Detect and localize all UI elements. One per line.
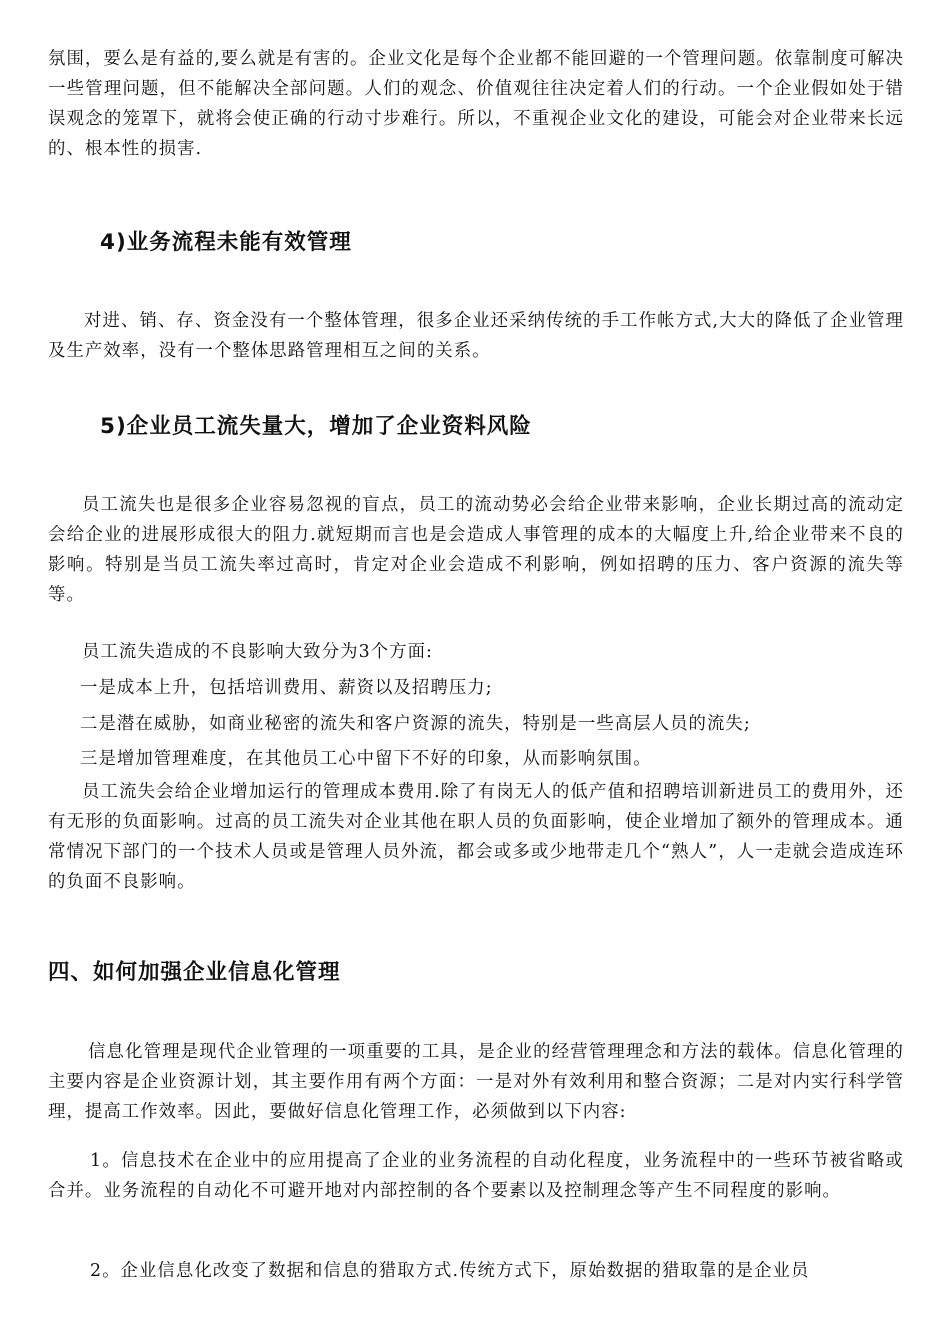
intro-paragraph: 氛围，要么是有益的,要么就是有害的。企业文化是每个企业都不能回避的一个管理问题。依靠制度可解决一些管理问题，但不能解决全部问题。人们的观念、价值观往往决定着人们的行动。一个企业假如处于错误观念的笼罩下，就将会使正确的行动寸步难行。所以，不重视企业文化的建设，可能会对企业带来长远的、根本性的损害.: [48, 49, 904, 159]
section-heading-informatization: 四、如何加强企业信息化管理: [48, 960, 341, 985]
list-item-management-difficulty: 三是增加管理难度，在其他员工心中留下不好的印象，从而影响氛围。: [80, 749, 652, 769]
list-item-cost-rise: 一是成本上升，包括培训费用、薪资以及招聘压力;: [80, 678, 493, 698]
heading-staff-turnover: 5)企业员工流失量大，增加了企业资料风险: [100, 414, 532, 439]
numbered-point-2: 2。企业信息化改变了数据和信息的猎取方式.传统方式下，原始数据的猎取靠的是企业员: [90, 1261, 810, 1281]
numbered-point-1: 1。信息技术在企业中的应用提高了企业的业务流程的自动化程度，业务流程中的一些环节被省略或合并。业务流程的自动化不可避开地对内部控制的各个要素以及控制理念等产生不同程度的影响。: [48, 1151, 904, 1201]
list-item-potential-threat: 二是潜在威胁，如商业秘密的流失和客户资源的流失，特别是一些高层人员的流失;: [80, 714, 751, 734]
heading-business-process: 4)业务流程未能有效管理: [100, 230, 352, 255]
paragraph-staff-turnover-intro: 员工流失也是很多企业容易忽视的盲点，员工的流动势必会给企业带来影响，企业长期过高的流动定会给企业的进展形成很大的阻力.就短期而言也是会造成人事管理的成本的大幅度上升,给企业带来不良的影响。特别是当员工流失率过高时，肯定对企业会造成不利影响，例如招聘的压力、客户资源的流失等等。: [48, 495, 904, 605]
paragraph-turnover-aspects: 员工流失造成的不良影响大致分为3个方面:: [82, 642, 433, 662]
paragraph-business-process: 对进、销、存、资金没有一个整体管理，很多企业还采纳传统的手工作帐方式,大大的降低了企业管理及生产效率，没有一个整体思路管理相互之间的关系。: [48, 311, 904, 361]
paragraph-informatization-intro: 信息化管理是现代企业管理的一项重要的工具，是企业的经营管理理念和方法的载体。信息化管理的主要内容是企业资源计划，其主要作用有两个方面：一是对外有效利用和整合资源；二是对内实行科学管理，提高工作效率。因此，要做好信息化管理工作，必须做到以下内容:: [48, 1042, 904, 1122]
paragraph-turnover-costs: 员工流失会给企业增加运行的管理成本费用.除了有岗无人的低产值和招聘培训新进员工的费用外，还有无形的负面影响。过高的员工流失对企业其他在职人员的负面影响，使企业增加了额外的管理成本。通常情况下部门的一个技术人员或是管理人员外流，都会或多或少地带走几个“熟人”，人一走就会造成连环的负面不良影响。: [48, 782, 904, 892]
